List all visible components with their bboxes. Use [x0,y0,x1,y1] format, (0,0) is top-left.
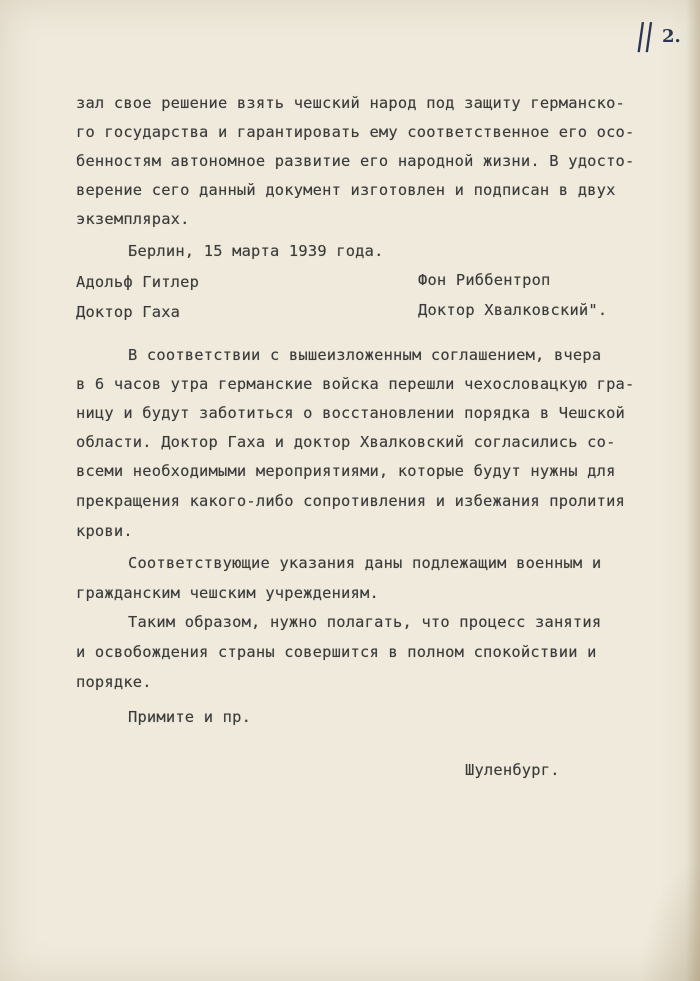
paragraph4-line-1: Таким образом, нужно полагать, что процесс занятия [128,613,602,631]
paragraph2-line-7: крови. [76,522,133,540]
paragraph4-line-2: и освобождения страны совершится в полном спокойствии и [76,643,597,661]
paragraph2-line-2: в 6 часов утра германские войска перешли чехословацкую гра- [76,375,635,393]
handwritten-page-mark: || [633,18,655,53]
paper-corner-stain [640,861,700,981]
paragraph4-line-3: порядке. [76,673,152,691]
paragraph1-line-4: верение сего данный документ изготовлен и подписан в двух [76,181,616,199]
paper-edge-stain [686,0,700,981]
paragraph3-line-1: Соответствующие указания даны подлежащим военным и [128,554,602,572]
paragraph1-line-1: зал свое решение взять чешский народ под защиту германско- [76,94,626,112]
paragraph2-line-3: ницу и будут заботиться о восстановлении порядка в Чешской [76,404,626,422]
paragraph2-line-5: всеми необходимыми мероприятиями, которые будут нужны для [76,462,616,480]
paragraph2-line-6: прекращения какого-либо сопротивления и избежания пролития [76,492,626,510]
signature-schulenburg: Шуленбург. [465,761,560,779]
date-line: Берлин, 15 марта 1939 года. [128,242,384,260]
paragraph2-line-4: области. Доктор Гаха и доктор Хвалковский согласились со- [76,433,616,451]
closing-formula: Примите и пр. [128,708,252,726]
signatory-left-2: Доктор Гаха [76,303,181,321]
paragraph2-line-1: В соответствии с вышеизложенным соглашением, вчера [128,346,602,364]
signatory-right-1: Фон Риббентроп [418,271,551,289]
page-number: 2. [662,26,681,47]
signatory-left-1: Адольф Гитлер [76,273,200,291]
signatory-right-2: Доктор Хвалковский". [418,301,608,319]
paragraph1-line-3: бенностям автономное развитие его народной жизни. В удосто- [76,152,635,170]
paragraph1-line-5: экземплярах. [76,210,190,228]
paragraph3-line-2: гражданским чешским учреждениям. [76,584,379,602]
paragraph1-line-2: го государства и гарантировать ему соответственное его осо- [76,123,635,141]
